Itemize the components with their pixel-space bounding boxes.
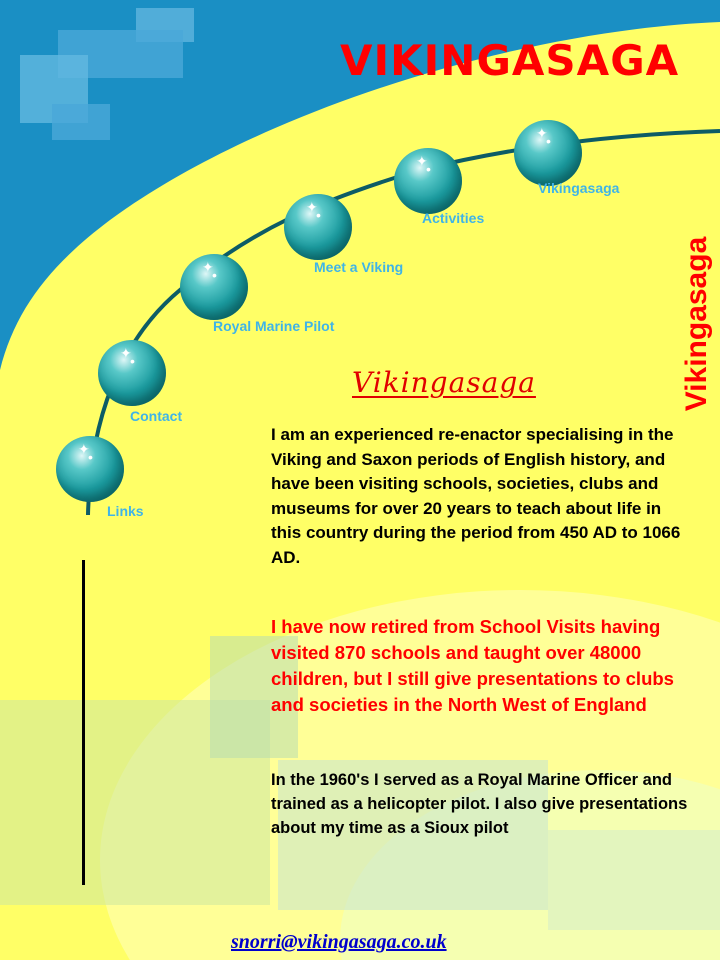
nav-label: Meet a Viking [314,259,404,275]
pilot-paragraph: In the 1960's I served as a Royal Marine Officer and trained as a helicopter pilot. I also give presentations about my time as a Sioux pilot [271,771,688,837]
sparkle-icon: • [130,353,135,369]
sparkle-icon: ✦ [120,345,132,361]
sparkle-icon: • [546,133,551,149]
sparkle-icon: • [88,449,93,465]
nav-label: Royal Marine Pilot [213,318,335,334]
orb-icon [56,436,124,502]
sparkle-icon: • [212,267,217,283]
vertical-divider [82,560,85,885]
retirement-paragraph: I have now retired from School Visits having visited 870 schools and taught over 48000 children, but I still give presentations to clubs and societies in the North West of England [271,616,674,715]
nav-label: Contact [130,408,183,424]
orb-icon [98,340,166,406]
sparkle-icon: ✦ [416,153,428,169]
site-title: VIKINGASAGA [340,36,680,85]
email-link[interactable]: snorri@vikingasaga.co.uk [231,931,447,953]
intro-paragraph: I am an experienced re-enactor specialising in the Viking and Saxon periods of English history, and have been visiting schools, societies, clubs and museums for over 20 years to teach about life in this country during the period from 450 AD to 1066 AD. [271,425,681,567]
sparkle-icon: • [316,207,321,223]
sparkle-icon: ✦ [202,259,214,275]
orb-icon [284,194,352,260]
nav-label: Links [107,503,144,519]
sparkle-icon: ✦ [536,125,548,141]
deco-square [548,830,720,930]
nav-label: Activities [422,210,485,226]
side-title: Vikingasaga [680,236,713,412]
sparkle-icon: • [426,161,431,177]
nav-label: Vikingasaga [538,180,620,196]
orb-icon [394,148,462,214]
orb-icon [514,120,582,186]
sparkle-icon: ✦ [306,199,318,215]
deco-square [52,104,110,140]
orb-icon [180,254,248,320]
page-heading: Vikingasaga [352,366,536,399]
sparkle-icon: ✦ [78,441,90,457]
